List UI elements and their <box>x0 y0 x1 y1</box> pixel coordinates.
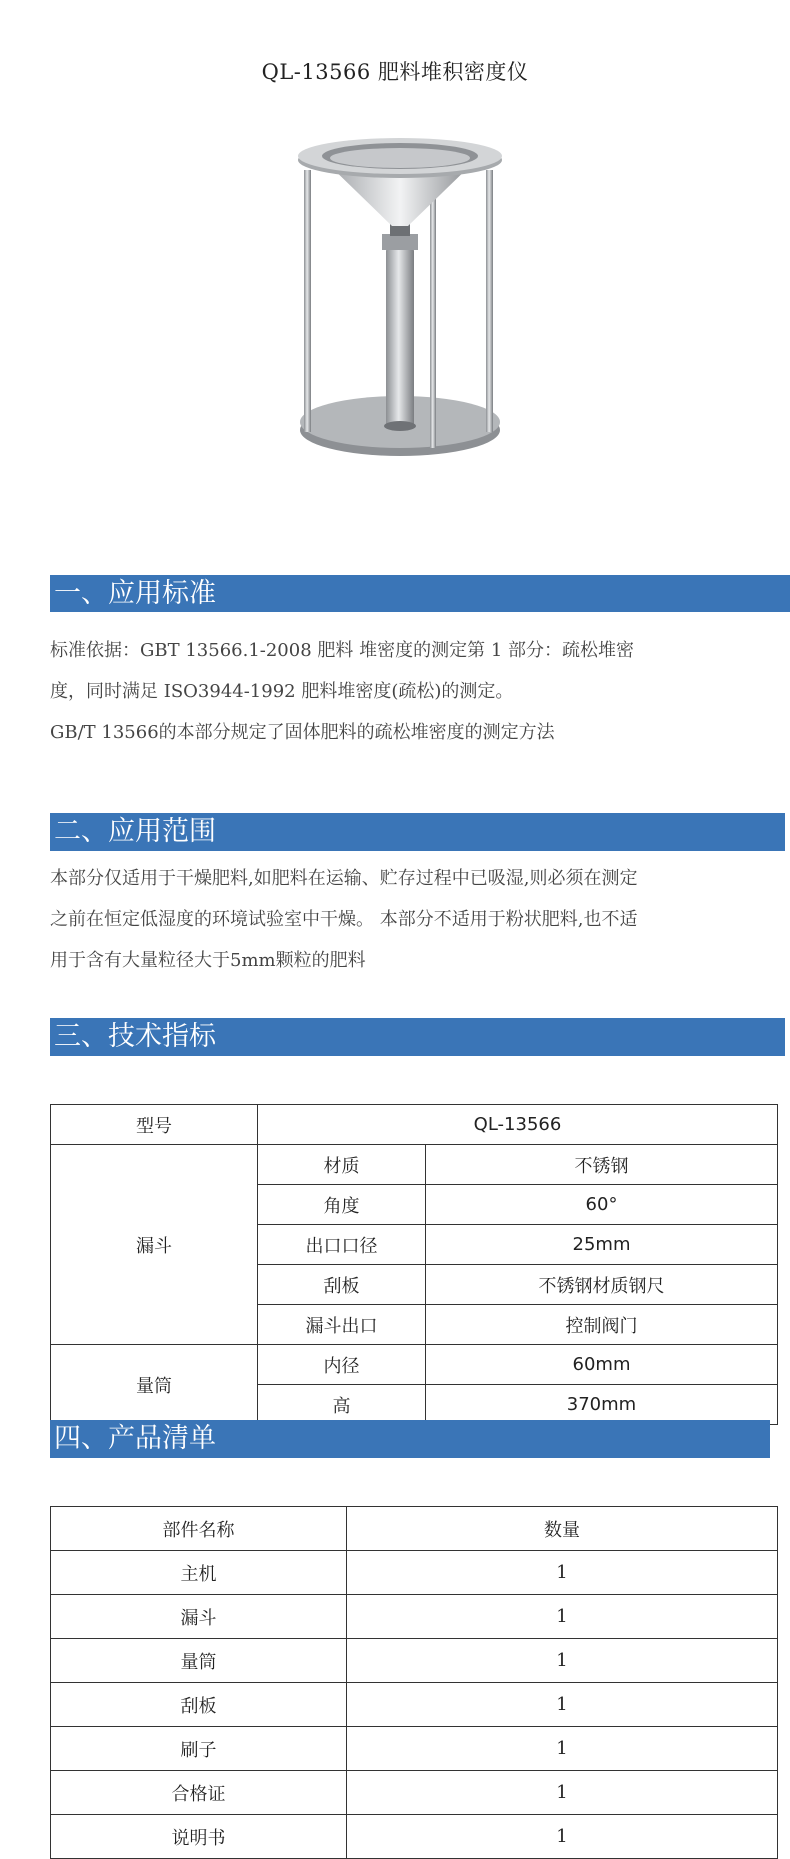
part-quantity: 1 <box>347 1595 778 1639</box>
scope-paragraph <box>50 858 637 981</box>
spec-param-name: 材质 <box>258 1145 426 1185</box>
spec-param-value: 不锈钢 <box>426 1145 778 1185</box>
section-heading-specs: 三、技术指标 <box>50 1018 785 1056</box>
table-row <box>51 1105 778 1145</box>
table-row <box>51 1345 778 1385</box>
part-name: 刷子 <box>51 1727 347 1771</box>
table-row <box>51 1815 778 1859</box>
table-row <box>51 1727 778 1771</box>
part-quantity: 1 <box>347 1639 778 1683</box>
table-row <box>51 1683 778 1727</box>
part-name: 合格证 <box>51 1771 347 1815</box>
standard-line: GB/T 13566的本部分规定了固体肥料的疏松堆密度的测定方法 <box>50 722 555 743</box>
part-quantity: 1 <box>347 1815 778 1859</box>
scope-line: 用于含有大量粒径大于5mm颗粒的肥料 <box>50 950 366 971</box>
section-heading-standard: 一、应用标准 <box>50 575 790 612</box>
spec-param-value: 60mm <box>426 1345 778 1385</box>
spec-cylinder-label: 量筒 <box>51 1345 258 1425</box>
spec-param-name: 出口口径 <box>258 1225 426 1265</box>
part-name: 说明书 <box>51 1815 347 1859</box>
table-header-row <box>51 1507 778 1551</box>
column-header-quantity: 数量 <box>347 1507 778 1551</box>
part-quantity: 1 <box>347 1727 778 1771</box>
spec-model-value: QL-13566 <box>258 1105 778 1145</box>
part-quantity: 1 <box>347 1771 778 1815</box>
column-header-part-name: 部件名称 <box>51 1507 347 1551</box>
spec-param-value: 不锈钢材质钢尺 <box>426 1265 778 1305</box>
page-title: QL-13566 肥料堆积密度仪 <box>261 60 529 84</box>
part-name: 主机 <box>51 1551 347 1595</box>
part-name: 漏斗 <box>51 1595 347 1639</box>
spec-param-name: 漏斗出口 <box>258 1305 426 1345</box>
spec-param-value: 25mm <box>426 1225 778 1265</box>
spec-param-name: 角度 <box>258 1185 426 1225</box>
spec-table <box>50 1104 778 1425</box>
table-row <box>51 1145 778 1185</box>
part-name: 刮板 <box>51 1683 347 1727</box>
standard-line: 度，同时满足 ISO3944-1992 肥料堆密度(疏松)的测定。 <box>50 681 514 702</box>
section-heading-scope: 二、应用范围 <box>50 813 785 851</box>
table-row <box>51 1771 778 1815</box>
scope-line: 之前在恒定低湿度的环境试验室中干燥。 本部分不适用于粉状肥料,也不适 <box>50 909 638 930</box>
packing-list-table <box>50 1506 778 1859</box>
part-name: 量筒 <box>51 1639 347 1683</box>
spec-param-name: 内径 <box>258 1345 426 1385</box>
spec-model-label: 型号 <box>51 1105 258 1145</box>
spec-param-name: 高 <box>258 1385 426 1425</box>
table-row <box>51 1551 778 1595</box>
spec-funnel-label: 漏斗 <box>51 1145 258 1345</box>
spec-param-value: 370mm <box>426 1385 778 1425</box>
spec-param-value: 60° <box>426 1185 778 1225</box>
standard-paragraph <box>50 630 634 753</box>
table-row <box>51 1595 778 1639</box>
part-quantity: 1 <box>347 1683 778 1727</box>
standard-line: 标准依据：GBT 13566.1-2008 肥料 堆密度的测定第 1 部分：疏松堆密 <box>50 640 634 661</box>
product-image <box>290 130 510 470</box>
spec-param-name: 刮板 <box>258 1265 426 1305</box>
scope-line: 本部分仅适用于干燥肥料,如肥料在运输、贮存过程中已吸湿,则必须在测定 <box>50 868 638 889</box>
spec-param-value: 控制阀门 <box>426 1305 778 1345</box>
table-row <box>51 1639 778 1683</box>
part-quantity: 1 <box>347 1551 778 1595</box>
section-heading-packing-list: 四、产品清单 <box>50 1420 770 1458</box>
